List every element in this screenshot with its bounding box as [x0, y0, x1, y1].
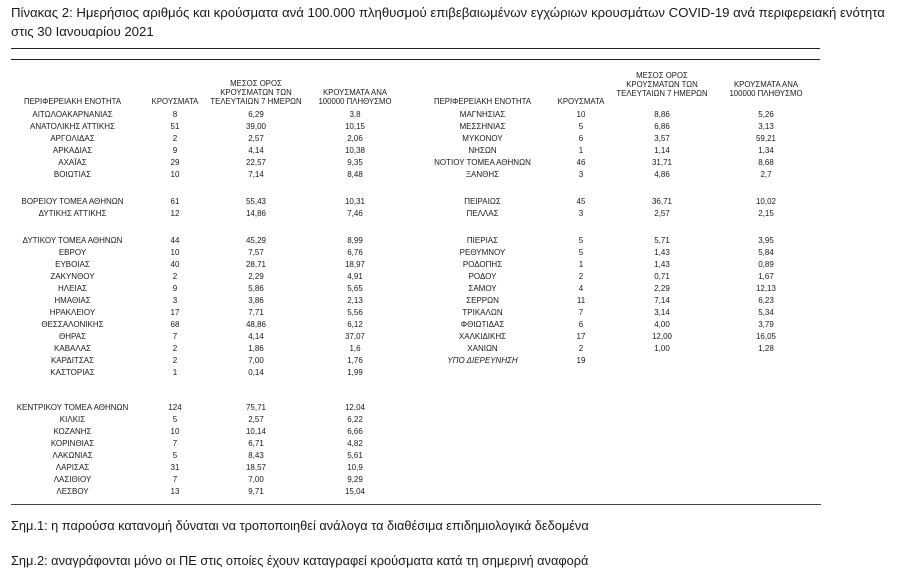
left-cell-cases: 124 — [168, 403, 182, 412]
left-cell-cases: 68 — [170, 320, 180, 329]
right-cell-avg7 — [612, 356, 712, 366]
left-cell-region: ΗΡΑΚΛΕΙΟΥ — [49, 308, 96, 317]
left-cell-cases: 9 — [172, 284, 178, 293]
right-cell-avg7: 8,86 — [654, 110, 670, 119]
left-cell-cases: 8 — [172, 110, 178, 119]
left-cell-cases: 12 — [170, 209, 180, 218]
right-cell-cases: 10 — [576, 110, 586, 119]
left-cell-per100k: 2,06 — [347, 134, 363, 143]
left-header-cases: ΚΡΟΥΣΜΑΤΑ — [151, 97, 199, 106]
left-cell-avg7: 7,57 — [248, 248, 264, 257]
right-cell-per100k: 0,89 — [758, 260, 774, 269]
right-cell-cases: 19 — [576, 356, 586, 365]
left-cell-region: ΚΑΣΤΟΡΙΑΣ — [50, 368, 95, 377]
right-cell-region: ΝΗΣΩΝ — [468, 146, 497, 155]
left-cell-per100k: 6,76 — [347, 248, 363, 257]
left-cell-avg7: 7,14 — [248, 170, 264, 179]
right-cell-cases: 6 — [578, 134, 584, 143]
right-header-avg7: ΜΕΣΟΣ ΟΡΟΣ ΚΡΟΥΣΜΑΤΩΝ ΤΩΝ ΤΕΛΕΥΤΑΙΩΝ 7 ΗΜΕΡΩΝ — [616, 71, 708, 98]
left-cell-cases: 40 — [170, 260, 180, 269]
left-cell-region: ΑΡΓΟΛΙΔΑΣ — [50, 134, 95, 143]
left-cell-per100k: 8,99 — [347, 236, 363, 245]
left-cell-region: ΘΕΣΣΑΛΟΝΙΚΗΣ — [41, 320, 104, 329]
left-cell-per100k: 9,29 — [347, 475, 363, 484]
left-cell-avg7: 6,29 — [248, 110, 264, 119]
left-cell-region: ΗΜΑΘΙΑΣ — [54, 296, 91, 305]
left-cell-per100k: 2,13 — [347, 296, 363, 305]
left-cell-per100k: 15,04 — [344, 487, 366, 496]
right-cell-cases: 3 — [578, 209, 584, 218]
left-cell-region: ΛΑΣΙΘΙΟΥ — [53, 475, 92, 484]
right-cell-avg7: 2,29 — [654, 284, 670, 293]
left-cell-avg7: 8,43 — [248, 451, 264, 460]
left-cell-region: ΘΗΡΑΣ — [58, 332, 87, 341]
left-cell-per100k: 9,35 — [347, 158, 363, 167]
right-cell-cases: 6 — [578, 320, 584, 329]
footnote-2: Σημ.2: αναγράφονται μόνο οι ΠΕ στις οποίες έχουν καταγραφεί κρούσματα κατά τη σημερινή αναφορά — [11, 553, 589, 568]
right-cell-cases: 1 — [578, 146, 584, 155]
right-cell-avg7: 3,14 — [654, 308, 670, 317]
right-cell-avg7: 12,00 — [651, 332, 673, 341]
right-cell-region: ΞΑΝΘΗΣ — [465, 170, 500, 179]
left-cell-avg7: 7,00 — [248, 356, 264, 365]
right-cell-region: ΠΕΛΛΑΣ — [466, 209, 499, 218]
right-cell-per100k: 8,68 — [758, 158, 774, 167]
left-cell-avg7: 7,71 — [248, 308, 264, 317]
right-cell-avg7: 1,43 — [654, 248, 670, 257]
left-cell-region: ΑΡΚΑΔΙΑΣ — [52, 146, 93, 155]
left-cell-per100k: 6,22 — [347, 415, 363, 424]
left-cell-cases: 1 — [172, 368, 178, 377]
right-cell-region: ΜΥΚΟΝΟΥ — [462, 134, 503, 143]
left-cell-region: ΛΑΚΩΝΙΑΣ — [52, 451, 93, 460]
left-header-avg7: ΜΕΣΟΣ ΟΡΟΣ ΚΡΟΥΣΜΑΤΩΝ ΤΩΝ ΤΕΛΕΥΤΑΙΩΝ 7 ΗΜΕΡΩΝ — [210, 79, 302, 106]
right-cell-region: ΤΡΙΚΑΛΩΝ — [462, 308, 503, 317]
left-cell-per100k: 10,9 — [347, 463, 363, 472]
left-cell-region: ΚΑΒΑΛΑΣ — [54, 344, 91, 353]
left-cell-cases: 10 — [170, 427, 180, 436]
left-cell-region: ΒΟΙΩΤΙΑΣ — [53, 170, 92, 179]
right-cell-per100k — [712, 356, 820, 366]
right-cell-avg7: 1,14 — [654, 146, 670, 155]
right-cell-avg7: 3,57 — [654, 134, 670, 143]
left-cell-avg7: 75,71 — [245, 403, 267, 412]
right-cell-avg7: 0,71 — [654, 272, 670, 281]
right-cell-cases: 4 — [578, 284, 584, 293]
right-cell-cases: 11 — [576, 296, 586, 305]
left-header-per100k: ΚΡΟΥΣΜΑΤΑ ΑΝΑ 100000 ΠΛΗΘΥΣΜΟ — [318, 88, 392, 106]
right-cell-region: ΝΟΤΙΟΥ ΤΟΜΕΑ ΑΘΗΝΩΝ — [434, 158, 531, 167]
right-cell-per100k: 3,13 — [758, 122, 774, 131]
right-cell-per100k: 12,13 — [755, 284, 777, 293]
left-cell-region: ΚΟΡΙΝΘΙΑΣ — [50, 439, 95, 448]
left-cell-avg7: 3,86 — [248, 296, 264, 305]
left-cell-avg7: 7,00 — [248, 475, 264, 484]
left-cell-cases: 17 — [170, 308, 180, 317]
right-cell-per100k: 5,84 — [758, 248, 774, 257]
right-cell-region: ΡΟΔΟΠΗΣ — [462, 260, 503, 269]
right-cell-region: ΧΑΝΙΩΝ — [467, 344, 498, 353]
left-cell-avg7: 0,14 — [248, 368, 264, 377]
left-cell-cases: 29 — [170, 158, 180, 167]
title-rule — [11, 48, 820, 49]
left-cell-cases: 7 — [172, 475, 178, 484]
left-cell-region: ΕΥΒΟΙΑΣ — [55, 260, 90, 269]
left-cell-region: ΑΝΑΤΟΛΙΚΗΣ ΑΤΤΙΚΗΣ — [30, 122, 115, 131]
left-cell-cases: 7 — [172, 439, 178, 448]
right-cell-per100k: 59,21 — [755, 134, 777, 143]
left-cell-cases: 9 — [172, 146, 178, 155]
left-cell-cases: 44 — [170, 236, 180, 245]
right-cell-avg7: 31,71 — [651, 158, 673, 167]
left-cell-avg7: 18,57 — [245, 463, 267, 472]
left-cell-avg7: 14,86 — [245, 209, 267, 218]
left-cell-region: ΛΑΡΙΣΑΣ — [55, 463, 90, 472]
left-cell-region: ΛΕΣΒΟΥ — [56, 487, 89, 496]
left-cell-per100k: 5,65 — [347, 284, 363, 293]
left-cell-region: ΑΧΑΪΑΣ — [58, 158, 87, 167]
left-cell-cases: 7 — [172, 332, 178, 341]
left-cell-per100k: 10,38 — [344, 146, 366, 155]
left-cell-per100k: 12,04 — [344, 403, 366, 412]
right-cell-avg7: 6,86 — [654, 122, 670, 131]
right-cell-avg7: 7,14 — [654, 296, 670, 305]
left-header-region: ΠΕΡΙΦΕΡΕΙΑΚΗ ΕΝΟΤΗΤΑ — [23, 97, 122, 106]
left-cell-region: ΔΥΤΙΚΗΣ ΑΤΤΙΚΗΣ — [38, 209, 107, 218]
left-cell-region: ΖΑΚΥΝΘΟΥ — [50, 272, 95, 281]
left-cell-avg7: 28,71 — [245, 260, 267, 269]
right-cell-cases: 3 — [578, 170, 584, 179]
right-cell-avg7: 5,71 — [654, 236, 670, 245]
right-cell-cases: 2 — [578, 272, 584, 281]
right-cell-per100k: 6,23 — [758, 296, 774, 305]
right-cell-region: ΜΑΓΝΗΣΙΑΣ — [459, 110, 506, 119]
left-cell-region: ΚΟΖΑΝΗΣ — [53, 427, 92, 436]
right-header-per100k: ΚΡΟΥΣΜΑΤΑ ΑΝΑ 100000 ΠΛΗΘΥΣΜΟ — [729, 80, 803, 98]
right-cell-region: ΣΕΡΡΩΝ — [466, 296, 499, 305]
right-cell-avg7: 2,57 — [654, 209, 670, 218]
table-title: Πίνακας 2: Ημερήσιος αριθμός και κρούσματα ανά 100.000 πληθυσμού επιβεβαιωμένων εγχώριων κρουσμάτων COVID-19 ανά περιφερειακή ενότητα στις 30 Ιανουαρίου 2021 — [11, 5, 885, 39]
left-cell-per100k: 1,6 — [349, 344, 361, 353]
right-cell-cases: 5 — [578, 122, 584, 131]
left-cell-avg7: 6,71 — [248, 439, 264, 448]
left-cell-cases: 10 — [170, 170, 180, 179]
left-cell-cases: 5 — [172, 451, 178, 460]
left-cell-avg7: 1,86 — [248, 344, 264, 353]
right-cell-cases: 5 — [578, 248, 584, 257]
left-cell-cases: 10 — [170, 248, 180, 257]
left-cell-per100k: 18,97 — [344, 260, 366, 269]
right-header-cases: ΚΡΟΥΣΜΑΤΑ — [557, 97, 605, 106]
left-cell-per100k: 1,76 — [347, 356, 363, 365]
right-cell-region: ΥΠΟ ΔΙΕΡΕΥΝΗΣΗ — [447, 356, 518, 365]
left-cell-avg7: 2,57 — [248, 415, 264, 424]
right-cell-region: ΜΕΣΣΗΝΙΑΣ — [459, 122, 506, 131]
left-cell-region: ΚΑΡΔΙΤΣΑΣ — [50, 356, 95, 365]
right-cell-cases: 17 — [576, 332, 586, 341]
right-cell-region: ΠΕΙΡΑΙΩΣ — [464, 197, 501, 206]
right-cell-per100k: 1,67 — [758, 272, 774, 281]
right-cell-cases: 46 — [576, 158, 586, 167]
left-cell-cases: 61 — [170, 197, 180, 206]
left-cell-avg7: 4,14 — [248, 332, 264, 341]
right-cell-region: ΣΑΜΟΥ — [468, 284, 497, 293]
left-cell-per100k: 5,56 — [347, 308, 363, 317]
left-cell-region: ΑΙΤΩΛΟΑΚΑΡΝΑΝΙΑΣ — [32, 110, 113, 119]
right-cell-region: ΠΙΕΡΙΑΣ — [466, 236, 499, 245]
left-cell-avg7: 5,86 — [248, 284, 264, 293]
table-bottom-rule — [11, 504, 821, 505]
right-cell-per100k: 5,26 — [758, 110, 774, 119]
left-cell-avg7: 45,29 — [245, 236, 267, 245]
footnote-1: Σημ.1: η παρούσα κατανομή δύναται να τροποποιηθεί ανάλογα τα διαθέσιμα επιδημιολογικά δεδομένα — [11, 518, 589, 533]
left-cell-per100k: 7,46 — [347, 209, 363, 218]
right-cell-region: ΡΟΔΟΥ — [468, 272, 497, 281]
left-cell-avg7: 9,71 — [248, 487, 264, 496]
right-cell-avg7: 1,43 — [654, 260, 670, 269]
right-cell-region: ΦΘΙΩΤΙΔΑΣ — [460, 320, 505, 329]
left-cell-region: ΚΙΛΚΙΣ — [59, 415, 86, 424]
left-cell-cases: 2 — [172, 356, 178, 365]
left-cell-avg7: 55,43 — [245, 197, 267, 206]
right-cell-avg7: 4,86 — [654, 170, 670, 179]
right-cell-per100k: 16,05 — [755, 332, 777, 341]
left-cell-avg7: 4,14 — [248, 146, 264, 155]
right-cell-per100k: 5,34 — [758, 308, 774, 317]
header-top-rule — [11, 59, 820, 60]
left-cell-region: ΚΕΝΤΡΙΚΟΥ ΤΟΜΕΑ ΑΘΗΝΩΝ — [16, 403, 129, 412]
left-cell-avg7: 48,86 — [245, 320, 267, 329]
left-cell-cases: 2 — [172, 272, 178, 281]
left-cell-region: ΗΛΕΙΑΣ — [58, 284, 87, 293]
right-cell-per100k: 10,02 — [755, 197, 777, 206]
right-cell-per100k: 1,28 — [758, 344, 774, 353]
left-cell-per100k: 4,91 — [347, 272, 363, 281]
left-cell-region: ΒΟΡΕΙΟΥ ΤΟΜΕΑ ΑΘΗΝΩΝ — [21, 197, 124, 206]
left-cell-per100k: 10,15 — [344, 122, 366, 131]
left-cell-cases: 51 — [170, 122, 180, 131]
left-cell-per100k: 3,8 — [349, 110, 361, 119]
left-cell-region: ΕΒΡΟΥ — [58, 248, 87, 257]
right-header-region: ΠΕΡΙΦΕΡΕΙΑΚΗ ΕΝΟΤΗΤΑ — [433, 97, 532, 106]
left-cell-per100k: 4,82 — [347, 439, 363, 448]
right-cell-cases: 45 — [576, 197, 586, 206]
left-cell-cases: 31 — [170, 463, 180, 472]
right-cell-per100k: 2,15 — [758, 209, 774, 218]
right-cell-region: ΧΑΛΚΙΔΙΚΗΣ — [458, 332, 507, 341]
right-cell-avg7: 36,71 — [651, 197, 673, 206]
left-cell-avg7: 39,00 — [245, 122, 267, 131]
left-cell-per100k: 37,07 — [344, 332, 366, 341]
right-cell-avg7: 4,00 — [654, 320, 670, 329]
right-cell-cases: 7 — [578, 308, 584, 317]
left-cell-cases: 5 — [172, 415, 178, 424]
left-cell-per100k: 6,66 — [347, 427, 363, 436]
left-cell-per100k: 6,12 — [347, 320, 363, 329]
left-cell-per100k: 5,61 — [347, 451, 363, 460]
right-cell-per100k: 1,34 — [758, 146, 774, 155]
left-cell-region: ΔΥΤΙΚΟΥ ΤΟΜΕΑ ΑΘΗΝΩΝ — [22, 236, 123, 245]
left-cell-per100k: 1,99 — [347, 368, 363, 377]
right-cell-cases: 5 — [578, 236, 584, 245]
left-cell-cases: 3 — [172, 296, 178, 305]
right-cell-region: ΡΕΘΥΜΝΟΥ — [459, 248, 506, 257]
left-cell-avg7: 10,14 — [245, 427, 267, 436]
right-cell-avg7: 1,00 — [654, 344, 670, 353]
left-cell-avg7: 22,57 — [245, 158, 267, 167]
left-cell-cases: 2 — [172, 134, 178, 143]
left-cell-cases: 2 — [172, 344, 178, 353]
left-cell-avg7: 2,57 — [248, 134, 264, 143]
right-cell-per100k: 2,7 — [760, 170, 772, 179]
right-cell-cases: 1 — [578, 260, 584, 269]
left-cell-per100k: 8,48 — [347, 170, 363, 179]
left-cell-per100k: 10,31 — [344, 197, 366, 206]
left-cell-cases: 13 — [170, 487, 180, 496]
left-cell-avg7: 2,29 — [248, 272, 264, 281]
right-cell-per100k: 3,79 — [758, 320, 774, 329]
right-cell-cases: 2 — [578, 344, 584, 353]
right-cell-per100k: 3,95 — [758, 236, 774, 245]
